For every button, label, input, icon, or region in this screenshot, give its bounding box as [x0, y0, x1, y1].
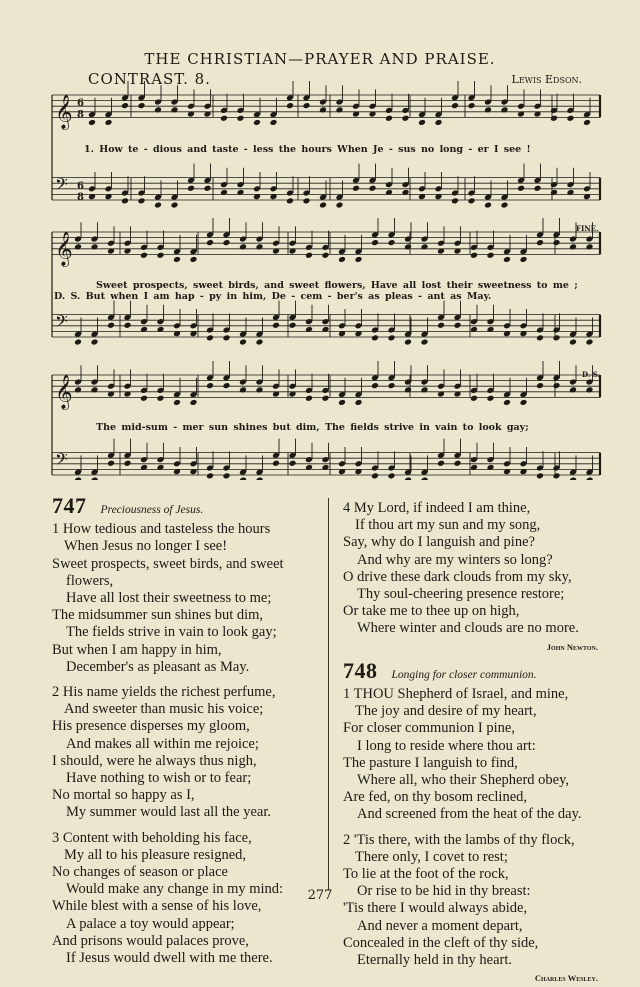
note-head: [305, 464, 313, 471]
note-head: [470, 326, 478, 333]
verse-line: The pasture I languish to find,: [343, 754, 518, 771]
time-signature-bottom: 8: [77, 192, 84, 203]
note-head: [91, 243, 99, 250]
verse-line: When Jesus no longer I see!: [64, 538, 228, 555]
note-head: [550, 189, 558, 196]
note-head: [402, 115, 410, 122]
note-head: [569, 243, 577, 250]
note-head: [256, 339, 264, 346]
tune-composer: Lewis Edson.: [511, 73, 582, 86]
note-head: [484, 106, 492, 113]
column-divider: [328, 498, 329, 890]
note-head: [487, 464, 495, 471]
note-head: [355, 256, 363, 263]
verse-line: His presence disperses my gloom,: [52, 718, 250, 735]
verse-line: And why are my winters so long?: [357, 551, 553, 568]
note-head: [286, 197, 294, 204]
hymn-748-stanza-2: [343, 832, 598, 987]
note-head: [534, 185, 542, 192]
verse-line: I long to reside where thou art:: [357, 737, 536, 754]
note-head: [369, 185, 377, 192]
verse-line: O drive these dark clouds from my sky,: [343, 568, 572, 585]
verse-line: 1 How tedious and tasteless the hours: [52, 521, 271, 538]
note-head: [536, 382, 544, 389]
hymn-number: 748: [343, 657, 378, 683]
note-head: [256, 243, 264, 250]
verse-line: Concealed in the cleft of thy side,: [343, 934, 539, 951]
music-lyric-line-2: Sweet prospects, sweet birds, and sweet flowers, Have all lost their sweetness to me ;: [96, 280, 578, 291]
note-head: [385, 115, 393, 122]
note-head: [322, 326, 330, 333]
note-head: [553, 382, 561, 389]
note-head: [451, 102, 459, 109]
note-head: [454, 322, 462, 329]
verse-line: 4 My Lord, if indeed I am thine,: [343, 500, 531, 516]
note-head: [338, 256, 346, 263]
note-head: [484, 202, 492, 209]
note-head: [171, 106, 179, 113]
note-head: [437, 460, 445, 467]
note-head: [223, 334, 231, 341]
note-head: [256, 386, 264, 393]
verse-line: Eternally held in thy heart.: [357, 952, 513, 969]
note-head: [435, 119, 443, 126]
note-head: [239, 477, 247, 480]
note-head: [289, 460, 297, 467]
note-head: [157, 326, 165, 333]
note-head: [569, 339, 577, 346]
note-head: [470, 252, 478, 259]
note-head: [237, 115, 245, 122]
note-head: [355, 399, 363, 406]
note-head: [553, 334, 561, 341]
time-signature-top: 6: [77, 180, 84, 192]
note-head: [138, 197, 146, 204]
note-head: [206, 239, 214, 246]
note-head: [190, 256, 198, 263]
note-head: [421, 243, 429, 250]
note-head: [385, 189, 393, 196]
music-lyric-line-1: 1. How te - dious and taste - less the hours When Je - sus no long - er I see !: [84, 144, 531, 155]
verse-line: And sweeter than music his voice;: [64, 701, 264, 718]
note-head: [421, 477, 429, 480]
verse-line: No mortal so happy as I,: [52, 787, 195, 804]
verse-line: But when I am happy in him,: [52, 641, 222, 658]
verse-line: Sweet prospects, sweet birds, and sweet: [52, 555, 284, 572]
note-head: [237, 189, 245, 196]
note-head: [223, 472, 231, 479]
note-head: [468, 102, 476, 109]
verse-line: While blest with a sense of his love,: [52, 898, 262, 915]
hymn-747-heading: [52, 495, 322, 519]
note-head: [91, 477, 99, 480]
note-head: [402, 189, 410, 196]
note-head: [371, 239, 379, 246]
note-head: [352, 185, 360, 192]
note-head: [536, 334, 544, 341]
note-head: [536, 239, 544, 246]
note-head: [371, 334, 379, 341]
note-head: [487, 395, 495, 402]
note-head: [303, 197, 311, 204]
note-head: [204, 185, 212, 192]
note-head: [140, 326, 148, 333]
note-head: [421, 339, 429, 346]
note-head: [107, 322, 115, 329]
verse-line: And makes all within me rejoice;: [66, 735, 259, 752]
time-signature-top: 6: [77, 98, 84, 110]
verse-line: My all to his pleasure resigned,: [64, 846, 247, 863]
note-head: [388, 382, 396, 389]
note-head: [206, 382, 214, 389]
verse-line: For closer communion I pine,: [343, 720, 515, 737]
note-head: [220, 189, 228, 196]
hymn-748-heading: [343, 657, 598, 684]
note-head: [187, 185, 195, 192]
note-head: [305, 252, 313, 259]
note-head: [74, 386, 82, 393]
note-head: [470, 464, 478, 471]
note-head: [303, 102, 311, 109]
note-head: [336, 106, 344, 113]
author-credit: John Newton.: [546, 641, 598, 652]
verse-line: No changes of season or place: [52, 864, 228, 881]
bass-clef: 𝄢: [55, 448, 68, 473]
note-head: [223, 239, 231, 246]
note-head: [107, 460, 115, 467]
note-head: [154, 106, 162, 113]
verse-line: flowers,: [66, 572, 114, 589]
note-head: [305, 326, 313, 333]
note-head: [520, 399, 528, 406]
verse-line: 2 'Tis there, with the lambs of thy flock,: [343, 831, 575, 848]
verse-line: December's as pleasant as May.: [66, 658, 250, 675]
verse-line: Or rise to be hid in thy breast:: [357, 883, 531, 900]
right-column: [343, 500, 598, 987]
note-head: [553, 239, 561, 246]
bass-clef: 𝄢: [55, 310, 68, 335]
note-head: [322, 395, 330, 402]
verse-line: Or take me to thee up on high,: [343, 603, 520, 620]
hymn-747-stanza-1: [52, 521, 322, 676]
note-head: [503, 256, 511, 263]
note-head: [388, 239, 396, 246]
hymn-748-stanza-1: [343, 686, 598, 824]
verse-line: Where all, who their Shepherd obey,: [357, 772, 570, 789]
note-head: [253, 119, 261, 126]
note-head: [501, 106, 509, 113]
note-head: [239, 339, 247, 346]
note-head: [338, 399, 346, 406]
note-head: [437, 322, 445, 329]
note-head: [74, 339, 82, 346]
note-head: [536, 472, 544, 479]
verse-line: If thou art my sun and my song,: [355, 517, 541, 534]
note-head: [404, 339, 412, 346]
note-head: [451, 197, 459, 204]
note-head: [124, 460, 132, 467]
note-head: [138, 102, 146, 109]
note-head: [371, 472, 379, 479]
note-head: [404, 243, 412, 250]
note-head: [272, 322, 280, 329]
verse-line: And prisons would palaces prove,: [52, 932, 249, 949]
note-head: [239, 243, 247, 250]
verse-line: 2 His name yields the richest perfume,: [52, 684, 276, 701]
note-head: [74, 243, 82, 250]
note-head: [322, 464, 330, 471]
note-head: [270, 119, 278, 126]
note-head: [550, 115, 558, 122]
ds-mark: D. S.: [582, 370, 600, 379]
note-head: [121, 197, 129, 204]
note-head: [404, 386, 412, 393]
verse-line: I should, were he always thus nigh,: [52, 752, 257, 769]
fine-mark: FINE.: [576, 224, 599, 233]
verse-line: 1 THOU Shepherd of Israel, and mine,: [343, 686, 569, 703]
page-number: 277: [307, 888, 333, 903]
note-head: [371, 382, 379, 389]
note-head: [404, 477, 412, 480]
note-head: [586, 243, 594, 250]
bass-clef: 𝄢: [55, 173, 68, 198]
verse-line: The fields strive in vain to look gay;: [66, 624, 277, 641]
note-head: [105, 119, 113, 126]
note-head: [583, 119, 591, 126]
note-head: [157, 464, 165, 471]
time-signature-bottom: 8: [77, 109, 84, 121]
note-head: [272, 460, 280, 467]
verse-line: Have nothing to wish or to fear;: [66, 770, 252, 787]
treble-clef: 𝄞: [55, 231, 73, 267]
section-title: THE CHRISTIAN—PRAYER AND PRAISE.: [144, 50, 496, 68]
note-head: [173, 399, 181, 406]
note-head: [256, 477, 264, 480]
verse-line: If Jesus would dwell with me there.: [66, 950, 273, 967]
note-head: [91, 339, 99, 346]
note-head: [206, 334, 214, 341]
note-head: [388, 472, 396, 479]
note-head: [173, 256, 181, 263]
verse-line: A palace a toy would appear;: [66, 915, 235, 932]
note-head: [319, 202, 327, 209]
hymn-747-stanza-4: [343, 500, 598, 656]
hymn-title: Preciousness of Jesus.: [100, 504, 204, 516]
note-head: [190, 399, 198, 406]
note-head: [586, 386, 594, 393]
note-head: [121, 102, 129, 109]
note-head: [418, 119, 426, 126]
note-head: [487, 252, 495, 259]
verse-line: And screened from the heat of the day.: [357, 806, 582, 823]
verse-line: The joy and desire of my heart,: [355, 703, 537, 720]
hymn-747-stanza-2: [52, 684, 322, 822]
note-head: [503, 399, 511, 406]
note-head: [286, 102, 294, 109]
verse-line: There only, I covet to rest;: [355, 848, 508, 865]
note-head: [157, 252, 165, 259]
note-head: [470, 395, 478, 402]
note-head: [586, 477, 594, 480]
note-head: [124, 322, 132, 329]
hymn-number: 747: [52, 493, 87, 518]
note-head: [157, 395, 165, 402]
verse-line: Have all lost their sweetness to me;: [66, 590, 272, 607]
verse-line: 3 Content with beholding his face,: [52, 829, 252, 846]
note-head: [567, 115, 575, 122]
note-head: [140, 395, 148, 402]
note-head: [206, 472, 214, 479]
note-head: [586, 339, 594, 346]
note-head: [220, 115, 228, 122]
treble-clef: 𝄞: [55, 374, 73, 410]
note-head: [388, 334, 396, 341]
note-head: [336, 202, 344, 209]
music-lyric-line-2-ds: D. S. But when I am hap - py in him, De - cem - ber's as pleas - ant as May.: [54, 291, 492, 302]
note-head: [421, 386, 429, 393]
verse-line: Where winter and clouds are no more.: [357, 620, 579, 637]
note-head: [88, 119, 96, 126]
hymn-title: Longing for closer communion.: [391, 668, 537, 681]
note-head: [569, 386, 577, 393]
verse-line: Would make any change in my mind:: [66, 881, 284, 898]
note-head: [569, 477, 577, 480]
note-head: [91, 386, 99, 393]
note-head: [305, 395, 313, 402]
note-head: [567, 189, 575, 196]
verse-line: The midsummer sun shines but dim,: [52, 607, 264, 624]
note-head: [154, 202, 162, 209]
verse-line: Are fed, on thy bosom reclined,: [343, 789, 528, 806]
note-head: [553, 472, 561, 479]
note-head: [140, 464, 148, 471]
tune-name: CONTRAST. 8.: [88, 70, 211, 88]
note-head: [74, 477, 82, 480]
music-lyric-line-3: The mid-sum - mer sun shines but dim, The fields strive in vain to look gay;: [96, 422, 529, 433]
note-head: [517, 185, 525, 192]
note-head: [171, 202, 179, 209]
note-head: [239, 386, 247, 393]
note-head: [468, 197, 476, 204]
note-head: [322, 252, 330, 259]
verse-line: Say, why do I languish and pine?: [343, 534, 535, 551]
verse-line: Thy soul-cheering presence restore;: [357, 586, 565, 603]
author-credit: Charles Wesley.: [534, 973, 598, 984]
music-score: [0, 0, 640, 480]
note-head: [520, 256, 528, 263]
verse-line: My summer would last all the year.: [66, 804, 271, 821]
verse-line: To lie at the foot of the rock,: [343, 866, 509, 883]
note-head: [487, 326, 495, 333]
verse-line: And never a moment depart,: [357, 917, 523, 934]
verse-line: 'Tis there I would always abide,: [343, 900, 528, 917]
note-head: [501, 202, 509, 209]
treble-clef: 𝄞: [55, 94, 73, 130]
note-head: [140, 252, 148, 259]
note-head: [454, 460, 462, 467]
note-head: [289, 322, 297, 329]
note-head: [319, 106, 327, 113]
note-head: [223, 382, 231, 389]
